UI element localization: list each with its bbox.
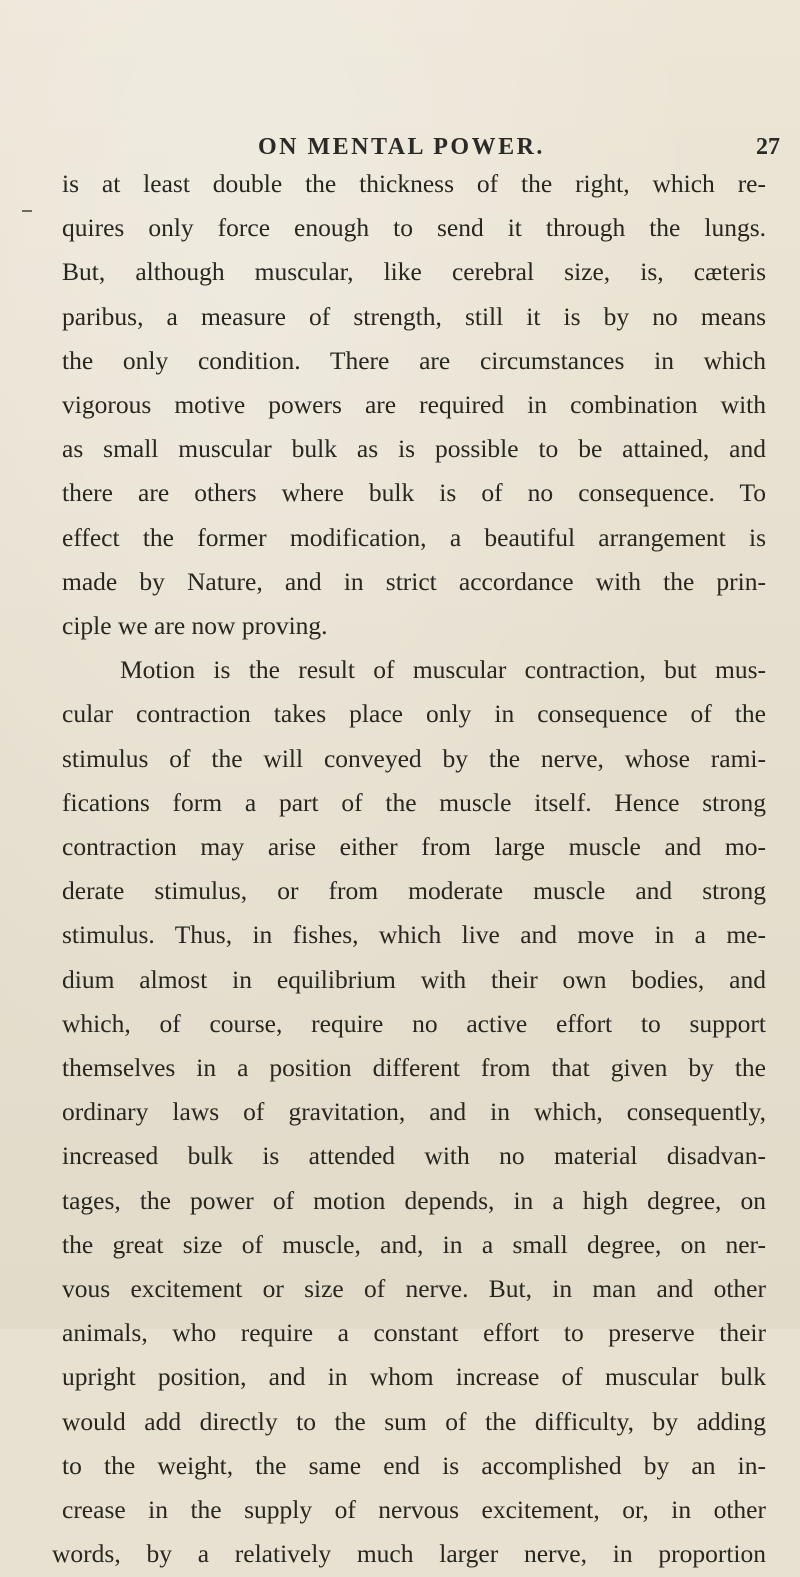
text-line: the great size of muscle, and, in a small degree, on ner- bbox=[62, 1229, 766, 1259]
text-line: ordinary laws of gravitation, and in which, consequently, bbox=[62, 1097, 766, 1127]
text-line: upright position, and in whom increase of muscular bulk bbox=[62, 1362, 766, 1392]
text-line: tages, the power of motion depends, in a high degree, on bbox=[62, 1185, 766, 1215]
body-text bbox=[52, 162, 766, 1577]
text-line: vigorous motive powers are required in combination with bbox=[62, 390, 766, 420]
text-line: paribus, a measure of strength, still it is by no means bbox=[62, 301, 766, 331]
text-line: effect the former modification, a beautiful arrangement is bbox=[62, 522, 766, 552]
text-line: stimulus of the will conveyed by the nerve, whose rami- bbox=[62, 743, 766, 773]
margin-mark bbox=[22, 210, 32, 212]
text-line: Motion is the result of muscular contraction, but mus- bbox=[120, 655, 766, 685]
text-line: dium almost in equilibrium with their own bodies, and bbox=[62, 964, 766, 994]
text-line: made by Nature, and in strict accordance with the prin- bbox=[62, 566, 766, 596]
text-line: as small muscular bulk as is possible to be attained, and bbox=[62, 434, 766, 464]
text-line: is at least double the thickness of the right, which re- bbox=[62, 169, 766, 198]
text-line: quires only force enough to send it through the lungs. bbox=[62, 213, 766, 243]
text-line: animals, who require a constant effort to preserve their bbox=[62, 1318, 766, 1348]
text-line: fications form a part of the muscle itself. Hence strong bbox=[62, 787, 766, 817]
text-line: vous excitement or size of nerve. But, in man and other bbox=[62, 1274, 766, 1304]
text-line: themselves in a position different from that given by the bbox=[62, 1053, 766, 1083]
running-head: ON MENTAL POWER. bbox=[258, 134, 545, 160]
text-line: words, by a relatively much larger nerve, in proportion bbox=[52, 1539, 766, 1569]
text-line: crease in the supply of nervous excitement, or, in other bbox=[62, 1495, 766, 1525]
text-line: derate stimulus, or from moderate muscle and strong bbox=[62, 876, 766, 906]
text-line: which, of course, require no active effort to support bbox=[62, 1008, 766, 1038]
text-line: cular contraction takes place only in consequence of the bbox=[62, 699, 766, 729]
text-line: stimulus. Thus, in fishes, which live and move in a me- bbox=[62, 920, 766, 950]
text-line: would add directly to the sum of the difficulty, by adding bbox=[62, 1406, 766, 1436]
text-line: ciple we are now proving. bbox=[62, 611, 328, 641]
text-line: the only condition. There are circumstances in which bbox=[62, 345, 766, 375]
text-line: there are others where bulk is of no consequence. To bbox=[62, 478, 766, 508]
text-line: But, although muscular, like cerebral size, is, cæteris bbox=[62, 257, 766, 287]
text-line: increased bulk is attended with no material disadvan- bbox=[62, 1141, 766, 1171]
page-number: 27 bbox=[756, 134, 780, 160]
text-line: to the weight, the same end is accomplished by an in- bbox=[62, 1450, 766, 1480]
text-line: contraction may arise either from large muscle and mo- bbox=[62, 832, 766, 862]
